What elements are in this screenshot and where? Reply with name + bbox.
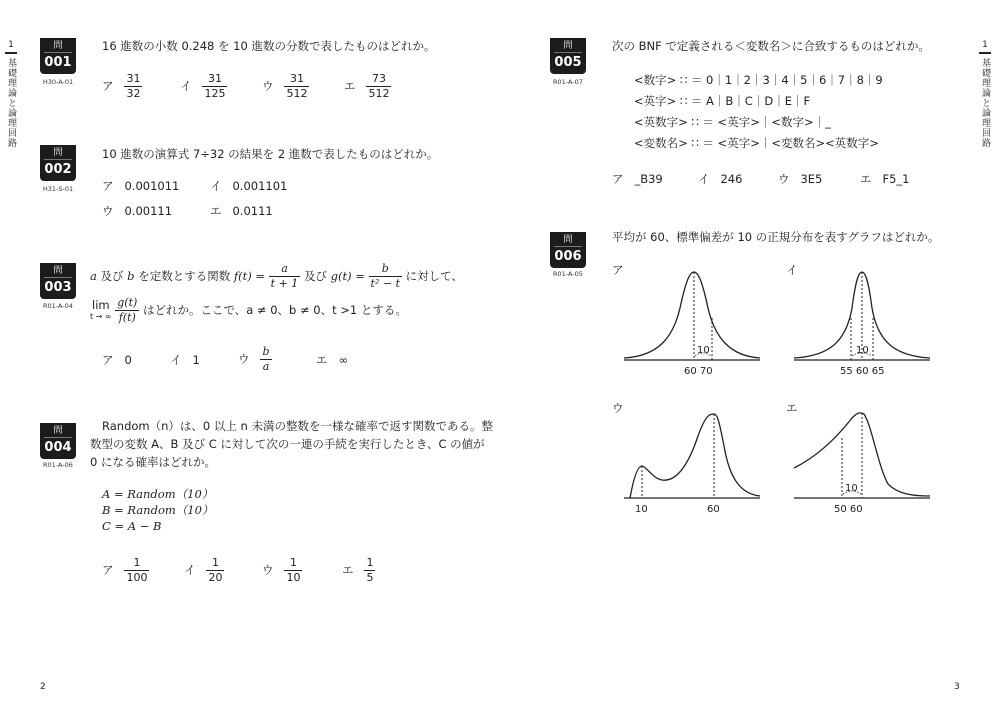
option-a: ア 0 bbox=[102, 353, 132, 367]
tick-labels: 55 60 65 bbox=[840, 366, 885, 377]
question-text: 10 進数の演算式 7÷32 の結果を 2 進数で表したものはどれか。 bbox=[102, 147, 439, 161]
option-a: ア $\frac{1}{100}$ bbox=[102, 556, 148, 584]
option-u: ウ $\frac{b}{a}$ bbox=[238, 345, 270, 373]
code-line: A = Random（10） bbox=[102, 487, 214, 501]
option-a: ア $\frac{31}{32}$ bbox=[102, 72, 141, 100]
tick-labels: 50 60 bbox=[834, 504, 863, 515]
side-tab-left bbox=[5, 40, 17, 151]
code-line: C = A − B bbox=[102, 519, 162, 533]
tick-label-2: 60 bbox=[707, 504, 720, 515]
side-tab-right bbox=[979, 40, 991, 151]
chapter-label: 基礎理論と論理回路 bbox=[6, 58, 16, 148]
bnf-line: <数字> ∷ ＝ 0｜1｜2｜3｜4｜5｜6｜7｜8｜9 bbox=[634, 73, 883, 87]
option-e: エ $\frac{1}{5}$ bbox=[342, 556, 374, 584]
curve bbox=[624, 272, 760, 358]
option-a: ア 0.001011 bbox=[102, 179, 180, 193]
option-i: イ 246 bbox=[698, 172, 743, 186]
graph-a bbox=[618, 268, 768, 380]
question-badge: 問 003 bbox=[40, 263, 76, 299]
option-i: イ $\frac{31}{125}$ bbox=[180, 72, 226, 100]
option-u: ウ $\frac{31}{512}$ bbox=[262, 72, 308, 100]
sd-label: 10 bbox=[697, 345, 710, 356]
graph-u bbox=[618, 406, 768, 518]
tick-label-1: 10 bbox=[635, 504, 648, 515]
option-u: ウ 3E5 bbox=[778, 172, 823, 186]
question-code: R01-A-07 bbox=[553, 78, 583, 86]
question-text: 次の BNF で定義される＜変数名＞に合致するものはどれか。 bbox=[612, 39, 930, 53]
graph-i bbox=[788, 268, 938, 380]
option-i: イ 0.001101 bbox=[210, 179, 288, 193]
graph-label-a: ア bbox=[612, 263, 624, 277]
graph-label-u: ウ bbox=[612, 401, 624, 415]
question-text-line2: lim t → ∞ $\frac{g(t)}{f(t)}$ はどれか。ここで、a ≠ 0、b ≠ 0、t >1 とする。 bbox=[90, 296, 407, 324]
question-text-line3: 0 になる確率はどれか。 bbox=[90, 455, 216, 469]
tick-labels: 60 70 bbox=[684, 366, 713, 377]
page-number-right: 3 bbox=[954, 682, 960, 692]
curve bbox=[630, 414, 760, 498]
graph-label-e: エ bbox=[786, 401, 798, 415]
chapter-number: 1 bbox=[982, 40, 988, 50]
question-code: R01-A-04 bbox=[43, 302, 73, 310]
chapter-number: 1 bbox=[8, 40, 14, 50]
option-i: イ $\frac{1}{20}$ bbox=[184, 556, 223, 584]
question-text: 16 進数の小数 0.248 を 10 進数の分数で表したものはどれか。 bbox=[102, 39, 436, 53]
graph-e bbox=[788, 406, 938, 518]
question-code: H30-A-01 bbox=[42, 78, 74, 86]
page-number-left: 2 bbox=[40, 682, 46, 692]
question-text: 平均が 60、標準偏差が 10 の正規分布を表すグラフはどれか。 bbox=[612, 230, 940, 244]
bnf-line: <変数名> ∷ ＝ <英字>｜<変数名><英数字> bbox=[634, 136, 879, 150]
question-text-line2: 数型の変数 A、B 及び C に対して次の一連の手続を実行したとき、C の値が bbox=[90, 437, 485, 451]
question-badge: 問 006 bbox=[550, 232, 586, 268]
question-code: H31-S-01 bbox=[42, 185, 74, 193]
option-a: ア _B39 bbox=[612, 172, 663, 186]
question-code: R01-A-05 bbox=[553, 270, 583, 278]
code-line: B = Random（10） bbox=[102, 503, 214, 517]
option-u: ウ $\frac{1}{10}$ bbox=[262, 556, 301, 584]
graph-label-i: イ bbox=[786, 263, 798, 277]
option-i: イ 1 bbox=[170, 353, 200, 367]
sd-label: 10 bbox=[845, 483, 858, 494]
question-text-line1: Random（n）は、0 以上 n 未満の整数を一様な確率で返す関数である。整 bbox=[102, 419, 493, 433]
question-badge: 問 001 bbox=[40, 38, 76, 74]
bnf-line: <英字> ∷ ＝ A｜B｜C｜D｜E｜F bbox=[634, 94, 811, 108]
option-u: ウ 0.00111 bbox=[102, 204, 173, 218]
question-badge: 問 002 bbox=[40, 145, 76, 181]
option-e: エ ∞ bbox=[316, 353, 349, 367]
question-code: R01-A-06 bbox=[43, 461, 73, 469]
question-badge: 問 005 bbox=[550, 38, 586, 74]
option-e: エ $\frac{73}{512}$ bbox=[344, 72, 390, 100]
option-e: エ F5_1 bbox=[860, 172, 910, 186]
sd-label: 10 bbox=[856, 345, 869, 356]
question-badge: 問 004 bbox=[40, 423, 76, 459]
chapter-label: 基礎理論と論理回路 bbox=[980, 58, 990, 148]
option-e: エ 0.0111 bbox=[210, 204, 273, 218]
bnf-line: <英数字> ∷ ＝ <英字>｜<数字>｜_ bbox=[634, 115, 831, 129]
question-text-line1: a 及び b を定数とする関数 f(t) = $\frac{a}{t + 1}$ 及び g(t) = $\frac{b}{\text{t² − t}}$ に対して、 bbox=[90, 262, 463, 290]
